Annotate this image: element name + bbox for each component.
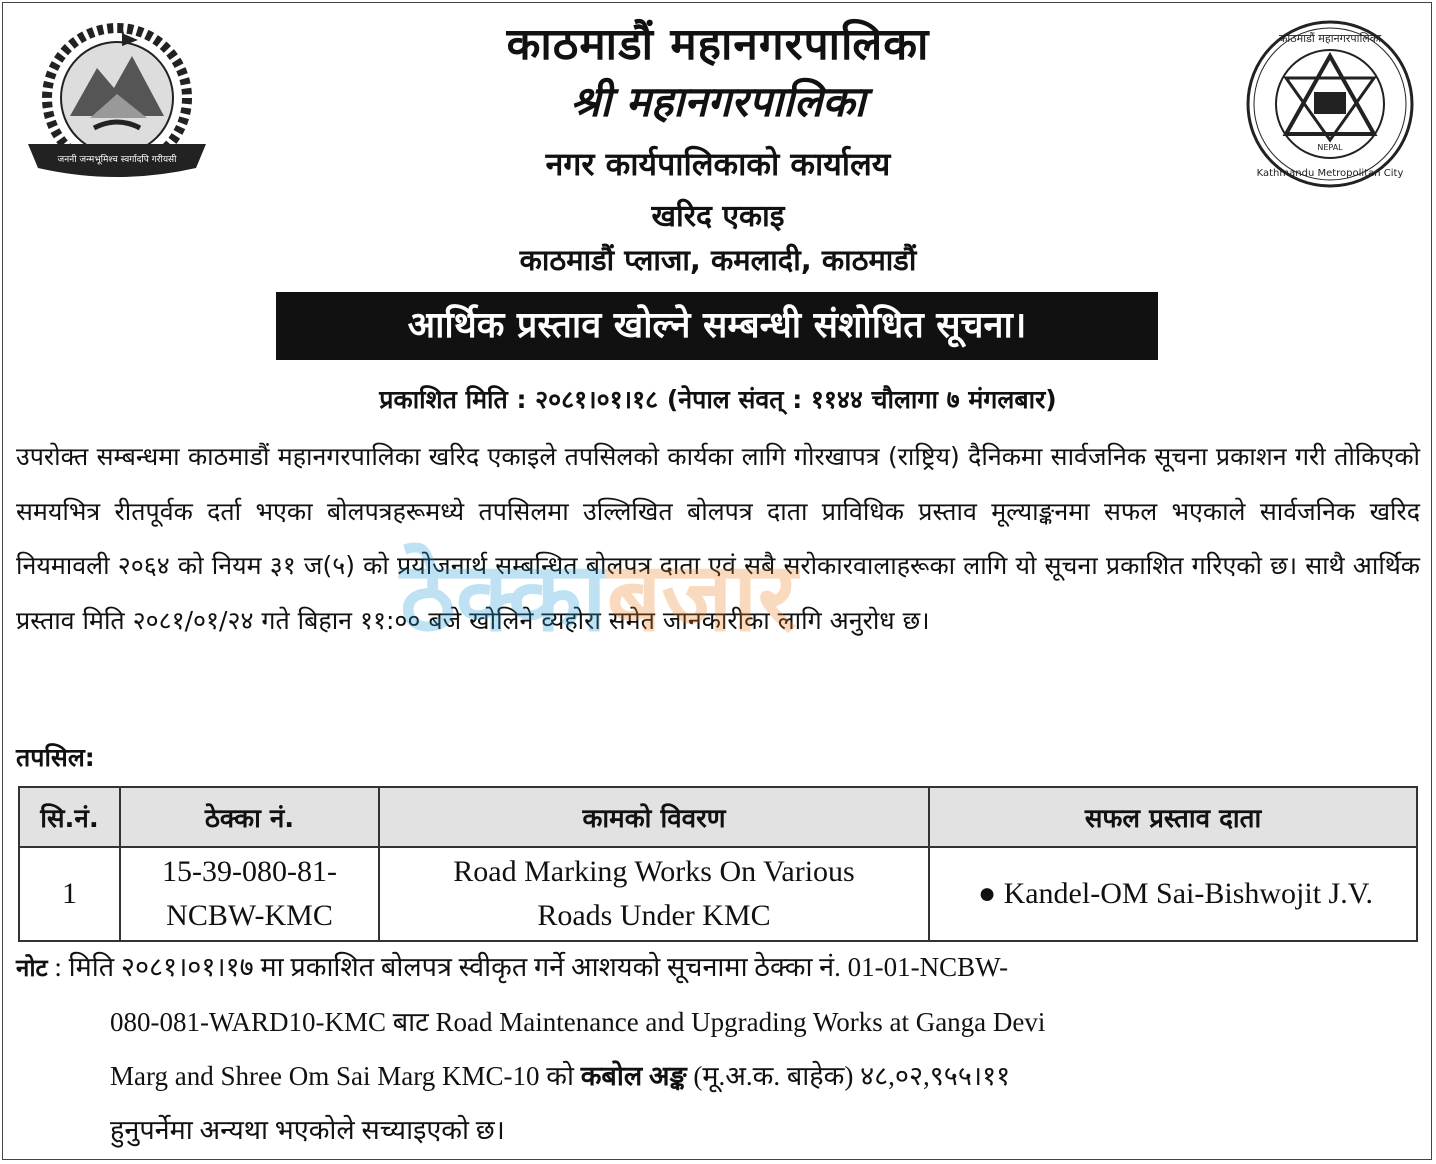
contract-line-2: NCBW-KMC: [166, 899, 333, 932]
notice-title: आर्थिक प्रस्ताव खोल्ने सम्बन्धी संशोधित सूचना।: [276, 292, 1158, 360]
watermark: [400, 528, 797, 659]
seal-label: NEPAL: [1317, 143, 1343, 152]
header-sn: सि.नं.: [19, 787, 120, 847]
description-line-2: Roads Under KMC: [537, 899, 771, 932]
note-label: नोट: [16, 954, 48, 982]
office-name: नगर कार्यपालिकाको कार्यालय: [545, 145, 891, 183]
notice-body: उपरोक्त सम्बन्धमा काठमाडौं महानगरपालिका खरिद एकाइले तपसिलको कार्यका लागि गोरखापत्र (राष्ट्रिय) दैनिकमा सार्वजनिक सूचना प्रकाशन गरी तोकिएको समयभित्र रीतपूर्वक दर्ता भएका बोलपत्रहरूमध्ये तपसिलमा उल्लिखित बोलपत्र दाता प्राविधिक प्रस्ताव मूल्याङ्कनमा सफल भएकाले सार्वजनिक खरिद नियमावली २०६४ को नियम ३१ ज(५) को प्रयोजनार्थ सम्बन्धित बोलपत्र दाता एवं सबै सरोकारवालाहरूका लागि यो सूचना प्रकाशित गरिएको छ। साथै आर्थिक प्रस्ताव मिति २०८१/०१/२४ गते बिहान ११:०० बजे खोलिने व्यहोरा समेत जानकारीका लागि अनुरोध छ।: [16, 442, 1420, 635]
watermark-part2: बजार: [606, 541, 797, 653]
emblem-motto: जननी जन्मभूमिश्च स्वर्गादपि गरीयसी: [57, 155, 177, 165]
address: काठमाडौं प्लाजा, कमलादी, काठमाडौं: [519, 243, 917, 277]
note-part1: : मिति २०८१।०१।१७ मा प्रकाशित बोलपत्र स्वीकृत गर्ने आशयको सूचनामा ठेक्का नं. 01-01-NCBW-: [54, 952, 1009, 982]
header-bidder: सफल प्रस्ताव दाता: [929, 787, 1417, 847]
schedule-table: [18, 786, 1418, 942]
cell-bidder: [929, 847, 1417, 941]
unit-name: खरिद एकाइ: [651, 199, 785, 234]
contract-line-1: 15-39-080-81-: [162, 855, 337, 888]
note-section: [16, 940, 1420, 1157]
cell-description: [379, 847, 929, 941]
org-name-script: श्री महानगरपालिका: [570, 77, 866, 126]
org-name: काठमाडौं महानगरपालिका: [506, 19, 930, 70]
note-line-2: 080-081-WARD10-KMC बाट Road Maintenance and Upgrading Works at Ganga Devi: [110, 1007, 1046, 1037]
header-description: कामको विवरण: [379, 787, 929, 847]
bidder-name: Kandel-OM Sai-Bishwojit J.V.: [1003, 877, 1374, 910]
note-part3b: (मू.अ.क. बाहेक) ४८,०२,९५५।११: [693, 1061, 1011, 1091]
note-line-3: [16, 1049, 1420, 1103]
cell-contract-no: [120, 847, 379, 941]
seal-top-text: काठमाडौं महानगरपालिका: [1278, 32, 1382, 45]
table-header-row: [19, 787, 1417, 847]
note-line-4: हुनुपर्नेमा अन्यथा भएकोले सच्याइएको छ।: [110, 1115, 505, 1145]
description-line-1: Road Marking Works On Various: [453, 855, 855, 888]
seal-bottom-text: Kathmandu Metropolitan City: [1256, 168, 1404, 179]
note-line-1: [16, 940, 1420, 995]
note-part3a: Marg and Shree Om Sai Marg KMC-10 को: [110, 1061, 574, 1091]
bullet-icon: ●: [977, 877, 997, 910]
note-bold-amount-label: कबोल अङ्क: [580, 1061, 687, 1091]
watermark-part1: ठेक्का: [400, 541, 607, 653]
table-row: [19, 847, 1417, 941]
schedule-label: तपसिल:: [16, 743, 95, 772]
published-date: प्रकाशित मिति : २०८१।०१।१८ (नेपाल संवत् : ११४४ चौलागा ७ मंगलबार): [379, 385, 1057, 414]
cell-sn: 1: [19, 847, 120, 941]
header-contract-no: ठेक्का नं.: [120, 787, 379, 847]
